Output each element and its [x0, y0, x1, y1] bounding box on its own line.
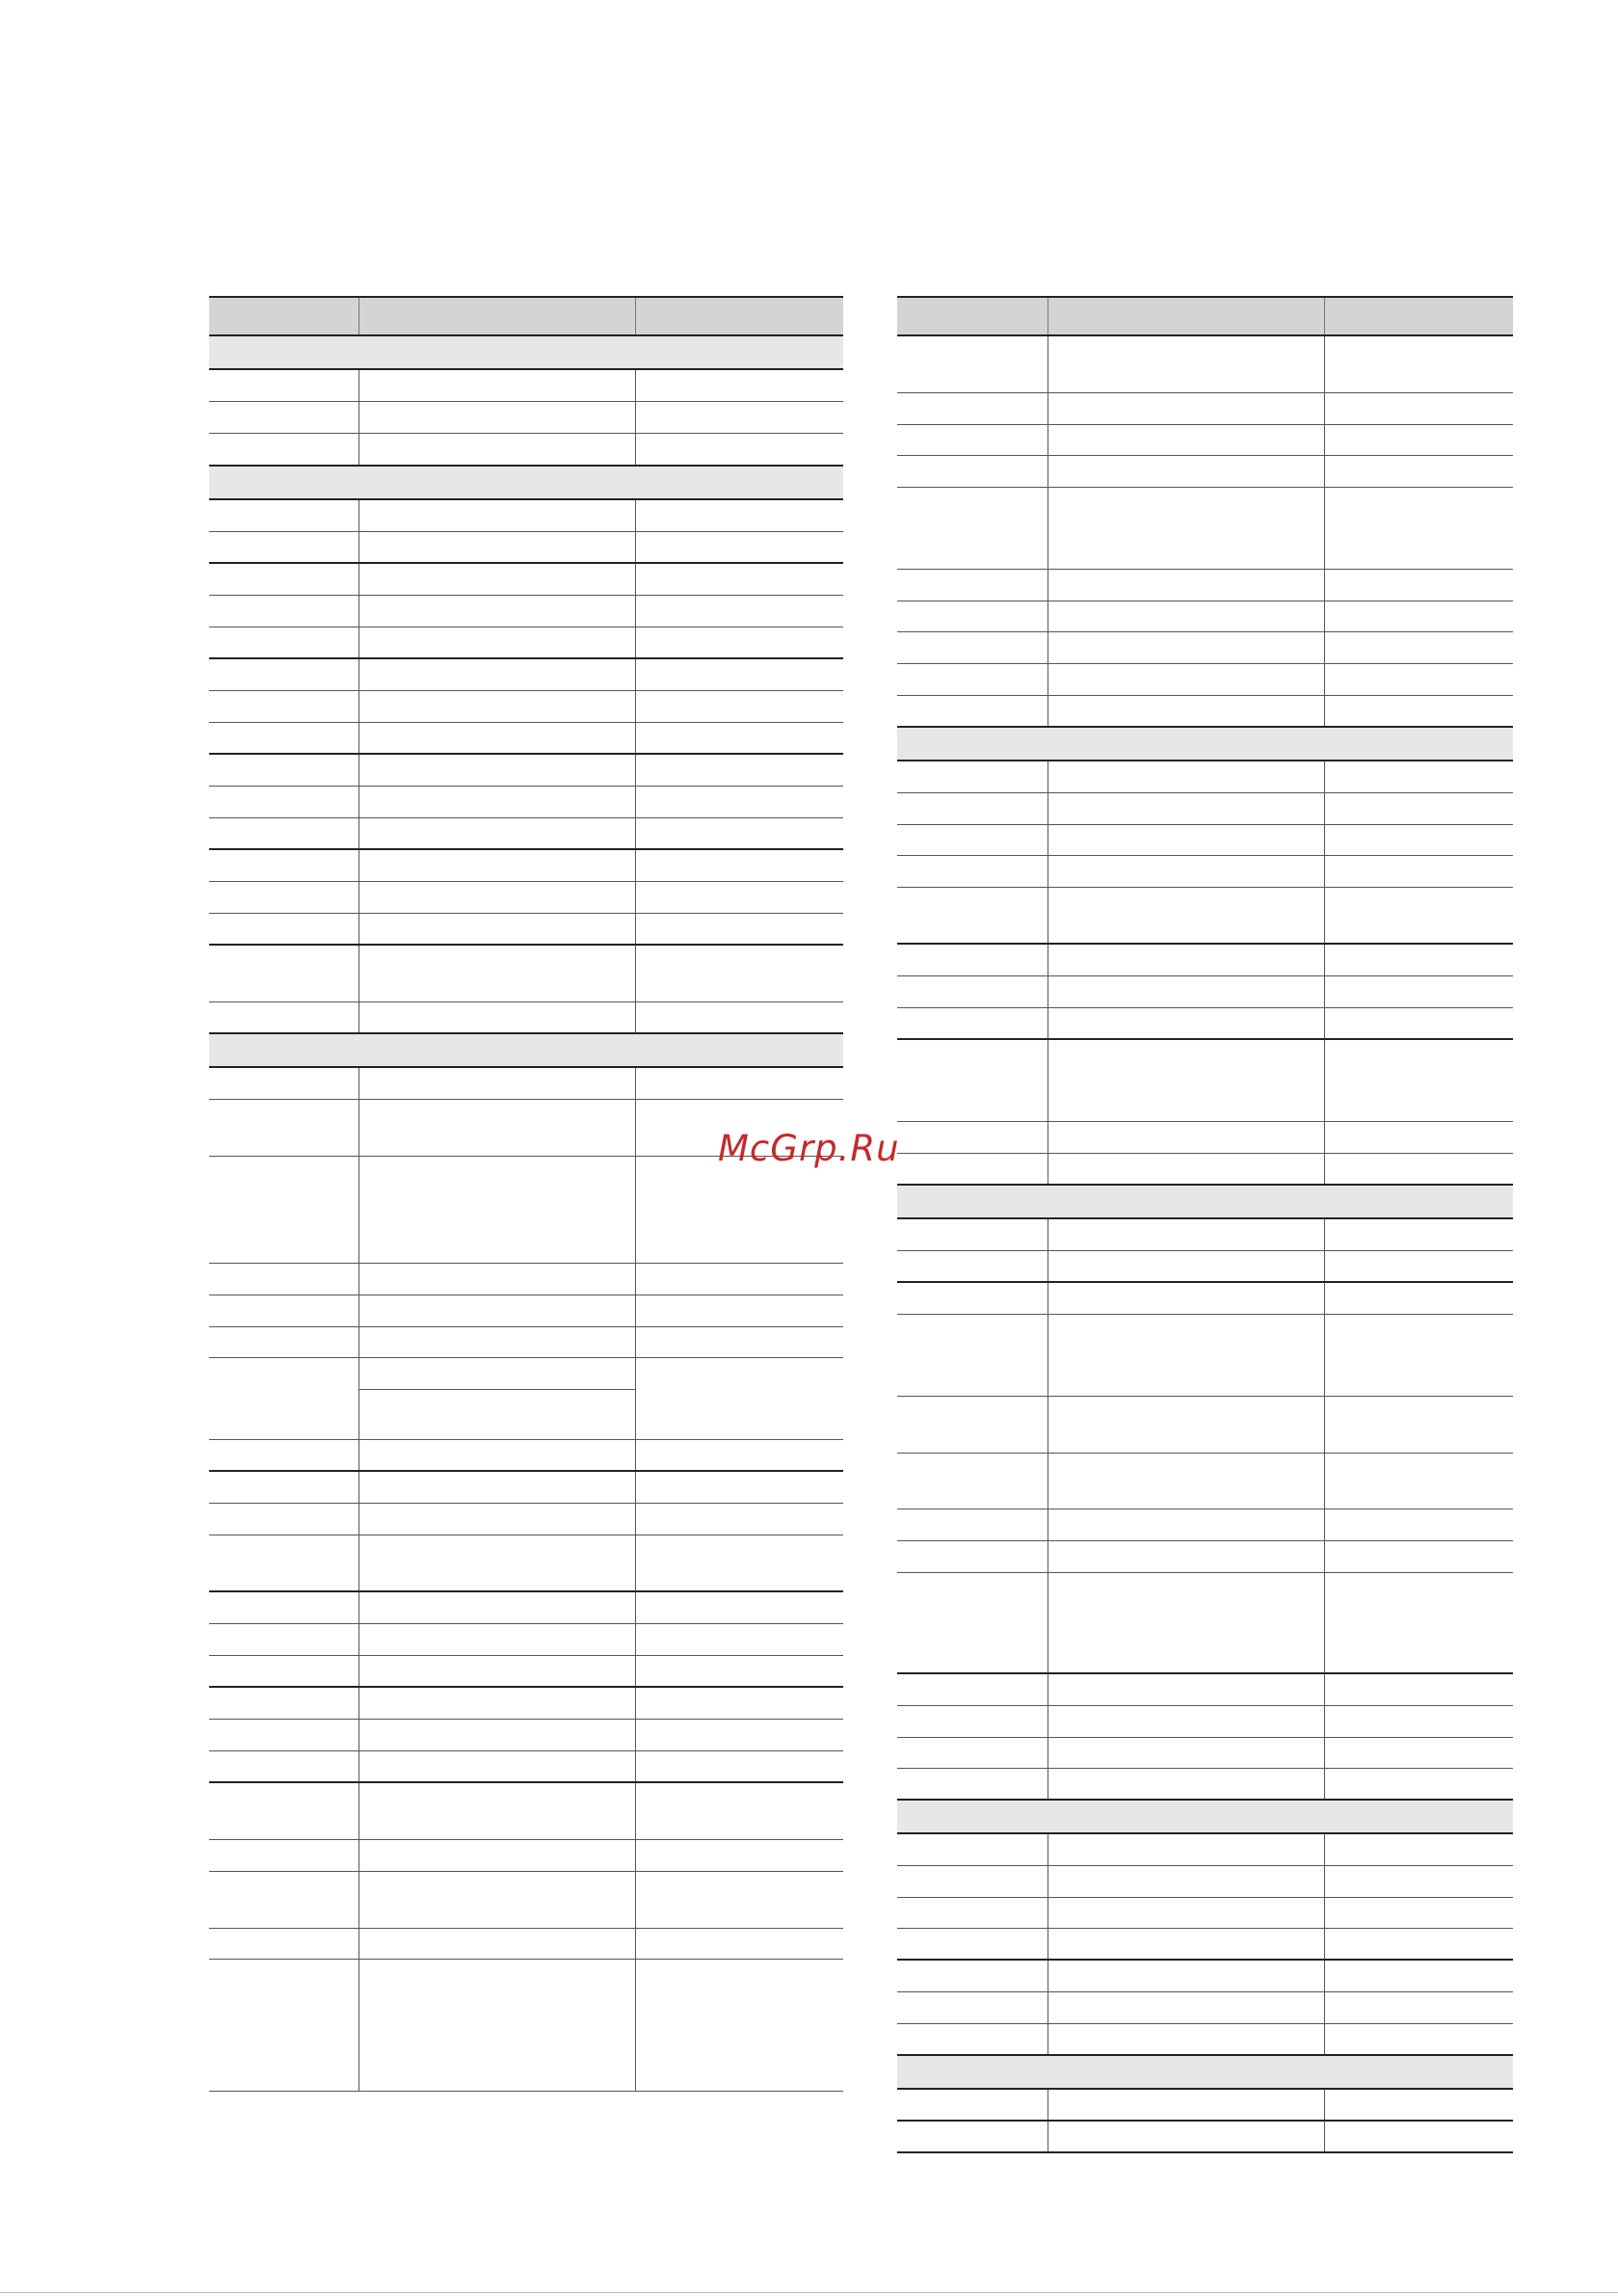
table-row	[209, 882, 843, 914]
table-row	[897, 1834, 1513, 1866]
table-row	[209, 850, 843, 882]
table-row	[897, 1541, 1513, 1573]
table-row	[897, 456, 1513, 488]
right-section-2	[897, 1186, 1513, 1219]
table-row	[897, 2090, 1513, 2122]
table-row	[209, 914, 843, 946]
table-row	[209, 596, 843, 627]
table-row	[897, 761, 1513, 793]
table-row	[897, 888, 1513, 945]
table-row	[209, 1440, 843, 1472]
table-row	[209, 1295, 843, 1327]
table-row	[897, 1283, 1513, 1315]
table-row	[897, 1008, 1513, 1040]
table-row	[897, 1251, 1513, 1283]
table-row	[897, 601, 1513, 632]
table-row	[897, 488, 1513, 570]
table-row	[209, 691, 843, 723]
table-row	[897, 1315, 1513, 1397]
table-row	[209, 532, 843, 564]
left-section-1	[209, 336, 843, 370]
table-row	[897, 664, 1513, 696]
table-row	[209, 659, 843, 691]
left-table-header	[209, 296, 843, 336]
table-row	[209, 1327, 843, 1358]
right-section-3	[897, 1801, 1513, 1834]
table-row	[209, 627, 843, 659]
table-row	[209, 1720, 843, 1751]
table-row	[209, 1688, 843, 1720]
table-row	[209, 1002, 843, 1034]
table-row	[209, 1358, 843, 1440]
table-row	[209, 1157, 843, 1264]
table-row	[897, 1397, 1513, 1454]
table-row	[897, 1929, 1513, 1961]
table-row	[209, 1656, 843, 1688]
table-row	[897, 1040, 1513, 1122]
table-row	[897, 1706, 1513, 1738]
table-row	[209, 564, 843, 596]
table-row	[897, 1219, 1513, 1251]
table-row	[209, 1840, 843, 1872]
table-row	[209, 1783, 843, 1840]
table-row	[209, 1068, 843, 1100]
right-table	[897, 296, 1513, 2153]
table-row	[209, 402, 843, 434]
table-row	[209, 1624, 843, 1656]
table-row	[209, 1264, 843, 1295]
table-row	[897, 976, 1513, 1008]
table-row	[897, 2024, 1513, 2056]
table-row	[209, 818, 843, 850]
table-row	[897, 1866, 1513, 1898]
table-row	[209, 723, 843, 755]
right-section-1	[897, 728, 1513, 761]
table-row	[897, 570, 1513, 601]
table-row	[209, 755, 843, 787]
bottom-rule	[0, 2292, 1618, 2293]
right-section-4	[897, 2056, 1513, 2090]
table-row	[209, 1960, 843, 2092]
table-row	[897, 1674, 1513, 1706]
table-row	[209, 946, 843, 1002]
right-table-header	[897, 296, 1513, 336]
table-row	[897, 393, 1513, 425]
table-row	[897, 1898, 1513, 1929]
table-row	[209, 1535, 843, 1592]
table-row	[897, 336, 1513, 393]
left-section-3	[209, 1034, 843, 1068]
left-table	[209, 296, 843, 2092]
table-row	[209, 500, 843, 532]
table-row	[897, 425, 1513, 456]
table-row	[897, 945, 1513, 976]
table-row	[209, 434, 843, 467]
table-row	[209, 1751, 843, 1783]
table-row	[897, 696, 1513, 728]
table-row	[897, 793, 1513, 825]
watermark: McGrp.Ru	[718, 1128, 900, 1169]
table-row	[897, 1992, 1513, 2024]
table-row	[897, 1509, 1513, 1541]
table-row	[897, 1573, 1513, 1674]
table-row	[209, 1592, 843, 1624]
table-row	[897, 632, 1513, 664]
left-section-2	[209, 467, 843, 500]
table-row	[897, 1122, 1513, 1154]
table-row	[209, 1504, 843, 1535]
table-row	[209, 787, 843, 818]
table-row	[897, 1769, 1513, 1801]
table-row	[897, 1738, 1513, 1769]
table-row	[897, 856, 1513, 888]
table-row	[209, 370, 843, 402]
table-row	[897, 2122, 1513, 2153]
table-row	[897, 1154, 1513, 1186]
table-row	[209, 1872, 843, 1929]
table-row	[897, 1454, 1513, 1509]
table-row	[897, 825, 1513, 856]
table-row	[897, 1961, 1513, 1992]
table-row	[209, 1929, 843, 1960]
table-row	[209, 1472, 843, 1504]
